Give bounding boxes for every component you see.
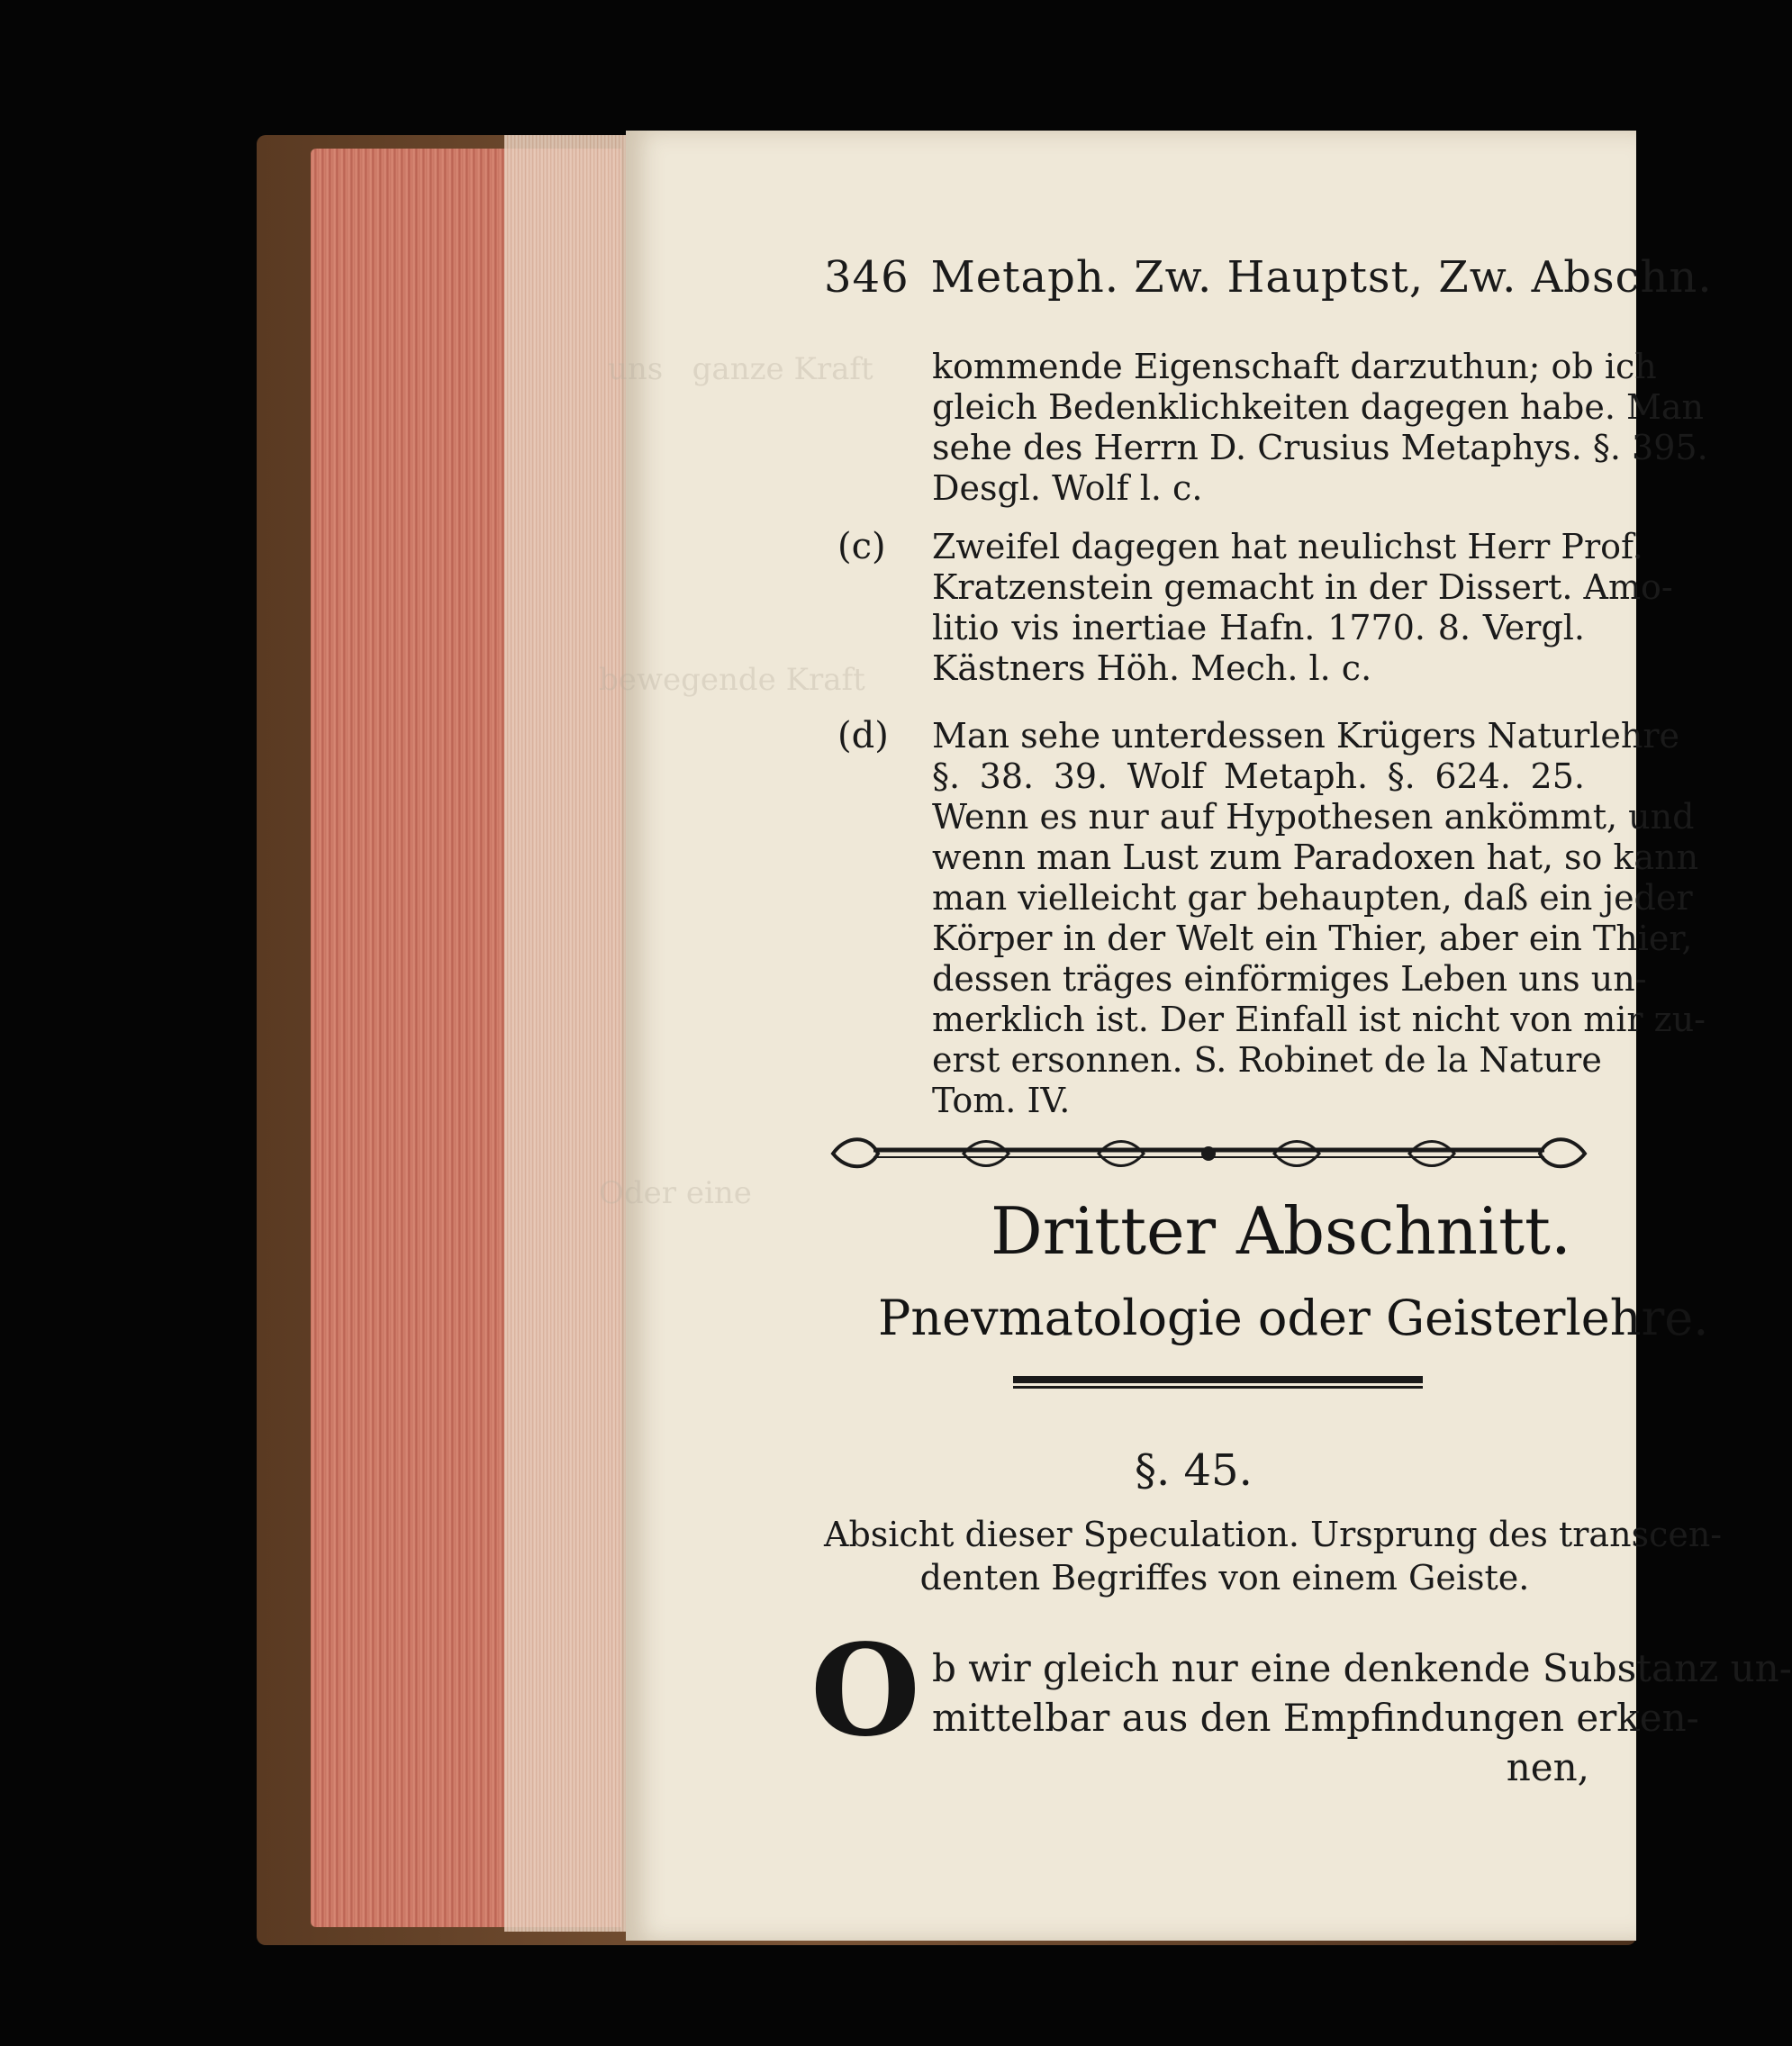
footnote-d-line: Tom. IV. [932,1081,1071,1120]
footnote-d-line: §. 38. 39. Wolf Metaph. §. 624. 25. [932,756,1585,796]
footnote-d-line: Man sehe unterdessen Krügers Naturlehre [932,716,1680,756]
body-text [932,1643,1792,1792]
paragraph-heading-line: Absicht dieser Speculation. Ursprung des transcen- [824,1515,1723,1554]
footnote-c-line: Kästners Höh. Mech. l. c. [932,648,1372,688]
drop-capital: O [810,1617,920,1765]
footnote-marker-c: (c) [837,526,886,567]
paragraph-heading-line: denten Begriffes von einem Geiste. [919,1558,1530,1598]
show-through-text: Oder eine [599,1175,752,1211]
show-through-text: uns ganze Kraft [608,351,873,387]
footnote-c-line: Zweifel dagegen hat neulichst Herr Prof. [932,527,1643,566]
body-line: nen, [1506,1745,1589,1789]
body-line: b wir gleich nur eine denkende Substanz un- [932,1646,1792,1690]
title-rule [1013,1376,1423,1389]
footnote-marker-d: (d) [837,715,889,756]
page-edge-stack [504,135,630,1932]
footnote-d-line: erst ersonnen. S. Robinet de la Nature [932,1040,1602,1080]
footnote-d-line: Wenn es nur auf Hypothesen ankömmt, und [932,797,1695,837]
running-header [824,252,1713,315]
footnote-line: kommende Eigenschaft darzuthun; ob ich [932,347,1657,386]
footnote-line: gleich Bedenklichkeiten dagegen habe. Man [932,387,1705,427]
body-line: mittelbar aus den Empfindungen erken- [932,1696,1699,1740]
show-through-text: bewegende Kraft [599,662,865,698]
running-title: Metaph. Zw. Hauptst, Zw. Abschn. [930,252,1713,303]
section-title: Dritter Abschnitt. [991,1193,1571,1269]
paragraph-number: §. 45. [1135,1445,1253,1496]
footnote-d-line: man vielleicht gar behaupten, daß ein jeder [932,878,1693,918]
section-subtitle: Pnevmatologie oder Geisterlehre. [878,1290,1709,1346]
footnote-c-line: litio vis inertiae Hafn. 1770. 8. Vergl. [932,608,1585,647]
footnote-d-line: Körper in der Welt ein Thier, aber ein Thier, [932,919,1693,958]
footnote-c-line: Kratzenstein gemacht in der Dissert. Amo- [932,567,1673,607]
footnotes [837,347,1708,1121]
footnote-line: sehe des Herrn D. Crusius Metaphys. §. 395. [932,428,1708,467]
paragraph-heading [824,1513,1723,1599]
ornament-divider-icon [828,1130,1589,1175]
footnote-d-line: dessen träges einförmiges Leben uns un- [932,959,1647,999]
footnote-d-line: wenn man Lust zum Paradoxen hat, so kann [932,837,1699,877]
footnote-d-line: merklich ist. Der Einfall ist nicht von mir zu- [932,1000,1706,1039]
page-number: 346 [824,252,910,303]
footnote-line: Desgl. Wolf l. c. [932,468,1203,508]
